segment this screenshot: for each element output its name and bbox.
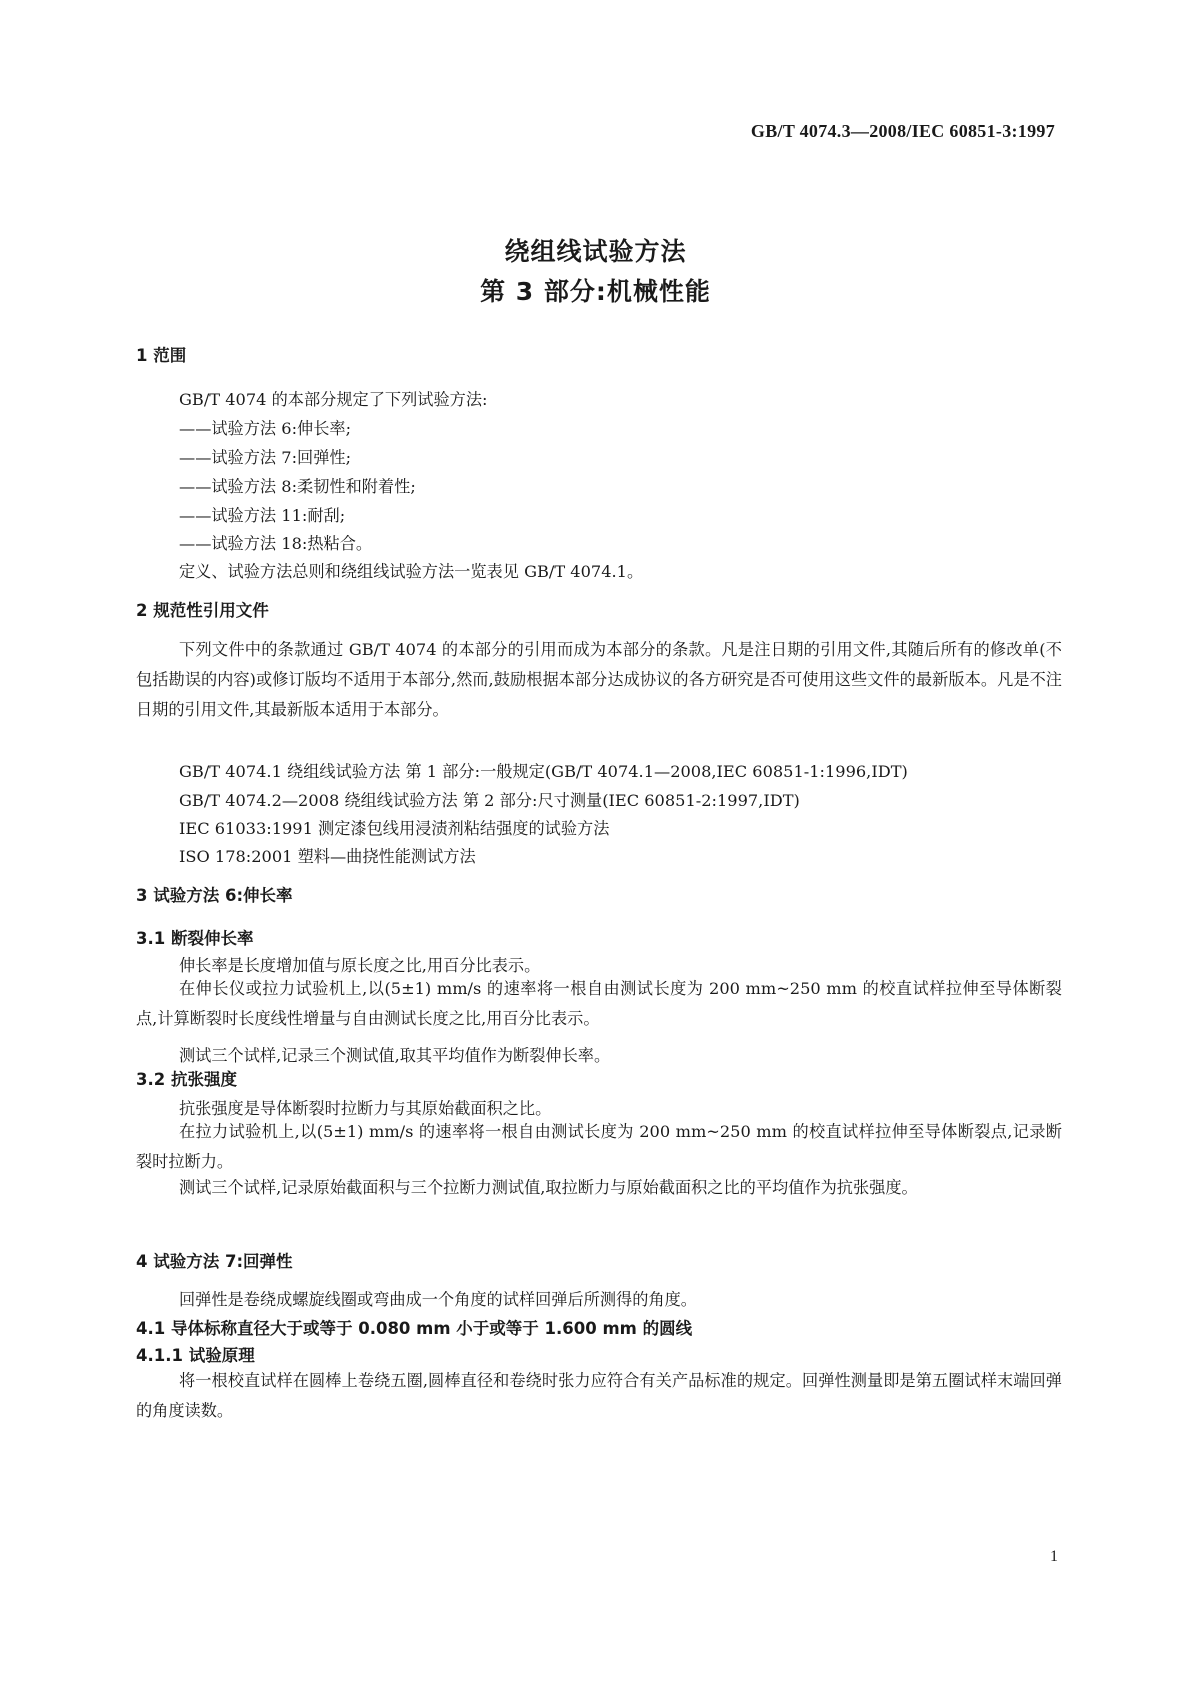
section-1-heading: 1 范围: [136, 346, 187, 365]
section-3-2-heading: 3.2 抗张强度: [136, 1070, 237, 1089]
section-2-paragraph: 下列文件中的条款通过 GB/T 4074 的本部分的引用而成为本部分的条款。凡是注日期的引用文件,其随后所有的修改单(不包括勘误的内容)或修订版均不适用于本部分,然而,鼓励根据本部分达成协议的各方研究是否可使用这些文件的最新版本。凡是不注日期的引用文件,其最新版本适用于本部分。: [136, 640, 1062, 719]
section-1-intro: GB/T 4074 的本部分规定了下列试验方法:: [179, 390, 488, 409]
section-4-1-heading: 4.1 导体标称直径大于或等于 0.080 mm 小于或等于 1.600 mm 的圆线: [136, 1319, 693, 1338]
section-2-heading: 2 规范性引用文件: [136, 601, 269, 620]
section-3-1-paragraph-1: 伸长率是长度增加值与原长度之比,用百分比表示。: [179, 956, 541, 975]
section-3-1-paragraph-3: 测试三个试样,记录三个测试值,取其平均值作为断裂伸长率。: [179, 1046, 611, 1065]
page-header-code: GB/T 4074.3—2008/IEC 60851-3:1997: [750, 121, 1055, 141]
list-item: ——试验方法 7:回弹性;: [179, 448, 352, 467]
section-3-2-paragraph-1: 抗张强度是导体断裂时拉断力与其原始截面积之比。: [179, 1099, 552, 1118]
section-1-note: 定义、试验方法总则和绕组线试验方法一览表见 GB/T 4074.1。: [179, 562, 644, 581]
section-4-1-1-heading: 4.1.1 试验原理: [136, 1346, 255, 1365]
list-item: ——试验方法 11:耐刮;: [179, 506, 346, 525]
section-3-2-paragraph-3: 测试三个试样,记录原始截面积与三个拉断力测试值,取拉断力与原始截面积之比的平均值作为抗张强度。: [179, 1178, 918, 1197]
section-3-heading: 3 试验方法 6:伸长率: [136, 886, 293, 905]
section-4-heading: 4 试验方法 7:回弹性: [136, 1252, 293, 1271]
list-item: ——试验方法 18:热粘合。: [179, 534, 373, 553]
document-title-line1: 绕组线试验方法: [504, 237, 687, 266]
reference-item: GB/T 4074.2—2008 绕组线试验方法 第 2 部分:尺寸测量(IEC 60851-2:1997,IDT): [179, 791, 800, 810]
page-number: 1: [1050, 1548, 1058, 1565]
section-3-2-paragraph-2: 在拉力试验机上,以(5±1) mm/s 的速率将一根自由测试长度为 200 mm~250 mm 的校直试样拉伸至导体断裂点,记录断裂时拉断力。: [136, 1122, 1062, 1171]
list-item: ——试验方法 6:伸长率;: [179, 419, 352, 438]
section-3-1-paragraph-2: 在伸长仪或拉力试验机上,以(5±1) mm/s 的速率将一根自由测试长度为 200 mm~250 mm 的校直试样拉伸至导体断裂点,计算断裂时长度线性增量与自由测试长度之比,用百分比表示。: [136, 979, 1062, 1028]
section-3-1-heading: 3.1 断裂伸长率: [136, 929, 254, 948]
section-4-paragraph-1: 回弹性是卷绕成螺旋线圈或弯曲成一个角度的试样回弹后所测得的角度。: [179, 1290, 697, 1309]
reference-item: IEC 61033:1991 测定漆包线用浸渍剂粘结强度的试验方法: [179, 819, 610, 838]
reference-item: GB/T 4074.1 绕组线试验方法 第 1 部分:一般规定(GB/T 4074.1—2008,IEC 60851-1:1996,IDT): [179, 762, 908, 781]
section-4-1-1-paragraph: 将一根校直试样在圆棒上卷绕五圈,圆棒直径和卷绕时张力应符合有关产品标准的规定。回弹性测量即是第五圈试样末端回弹的角度读数。: [136, 1371, 1062, 1420]
list-item: ——试验方法 8:柔韧性和附着性;: [179, 477, 416, 496]
reference-item: ISO 178:2001 塑料—曲挠性能测试方法: [179, 847, 476, 866]
document-title-line2: 第 3 部分:机械性能: [480, 277, 711, 306]
